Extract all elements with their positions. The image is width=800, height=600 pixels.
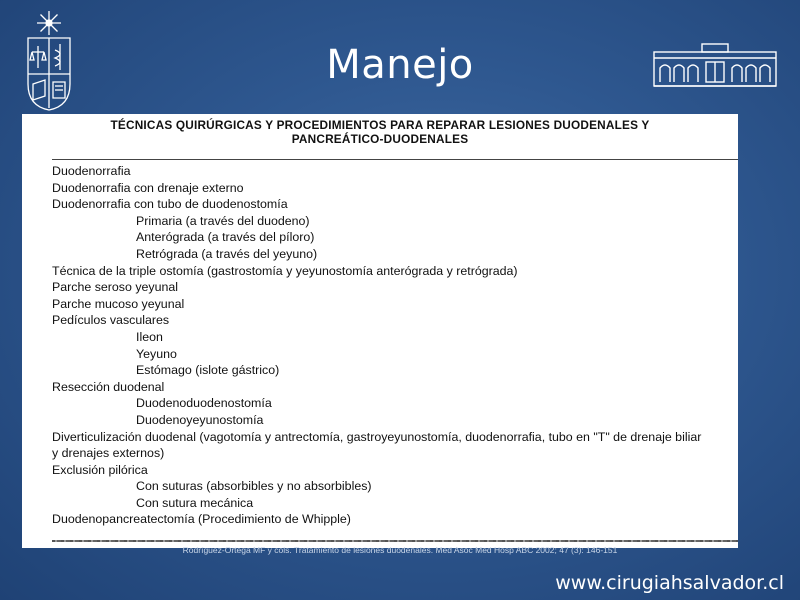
list-item: Pedículos vasculares (52, 313, 170, 328)
list-item: Retrógrada (a través del yeyuno) (136, 246, 318, 261)
list-item: Estómago (islote gástrico) (136, 363, 280, 378)
table-title (22, 118, 738, 146)
list-item: Con sutura mecánica (136, 495, 254, 510)
citation: Rodríguez-Ortega MF y cols. Tratamiento de lesiones duodenales. Med Asoc Med Hosp ABC 2002; 47 (3): 146-151 (182, 545, 618, 555)
list-item: Parche mucoso yeyunal (52, 296, 185, 311)
techniques-list (52, 163, 738, 528)
list-item: Resección duodenal (52, 379, 165, 394)
list-item: y drenajes externos) (52, 446, 165, 461)
list-item: Ileon (136, 329, 163, 344)
list-item: Duodenopancreatectomía (Procedimiento de Whipple) (52, 512, 351, 527)
list-item: Diverticulización duodenal (vagotomía y antrectomía, gastroyeyunostomía, duodenorrafia, tubo en "T" de drenaje biliar (52, 429, 702, 444)
list-item: Exclusión pilórica (52, 462, 148, 477)
list-item: Parche seroso yeyunal (52, 280, 179, 295)
slide-title: Manejo (326, 42, 474, 88)
table-top-rule (52, 159, 738, 160)
list-item: Duodenoduodenostomía (136, 396, 272, 411)
table-title-line-1: TÉCNICAS QUIRÚRGICAS Y PROCEDIMIENTOS PARA REPARAR LESIONES DUODENALES Y (110, 118, 650, 132)
list-item: Con suturas (absorbibles y no absorbibles) (136, 479, 372, 494)
list-item: Duodenorrafia (52, 164, 131, 178)
list-item: Técnica de la triple ostomía (gastrostomía y yeyunostomía anterógrada y retrógrada) (52, 263, 518, 278)
list-item: Anterógrada (a través del píloro) (136, 230, 315, 245)
list-item: Duodenorrafia con tubo de duodenostomía (52, 197, 288, 212)
table-bottom-rule (52, 540, 738, 542)
hospital-building-icon (652, 42, 778, 88)
list-item: Duodenorrafia con drenaje externo (52, 180, 244, 195)
list-item: Yeyuno (136, 346, 177, 361)
website-url: www.cirugiahsalvador.cl (555, 572, 784, 594)
list-item: Primaria (a través del duodeno) (136, 213, 310, 228)
list-item: Duodenoyeyunostomía (136, 412, 264, 427)
table-title-line-2: PANCREÁTICO-DUODENALES (291, 132, 469, 146)
table-panel (22, 114, 738, 548)
